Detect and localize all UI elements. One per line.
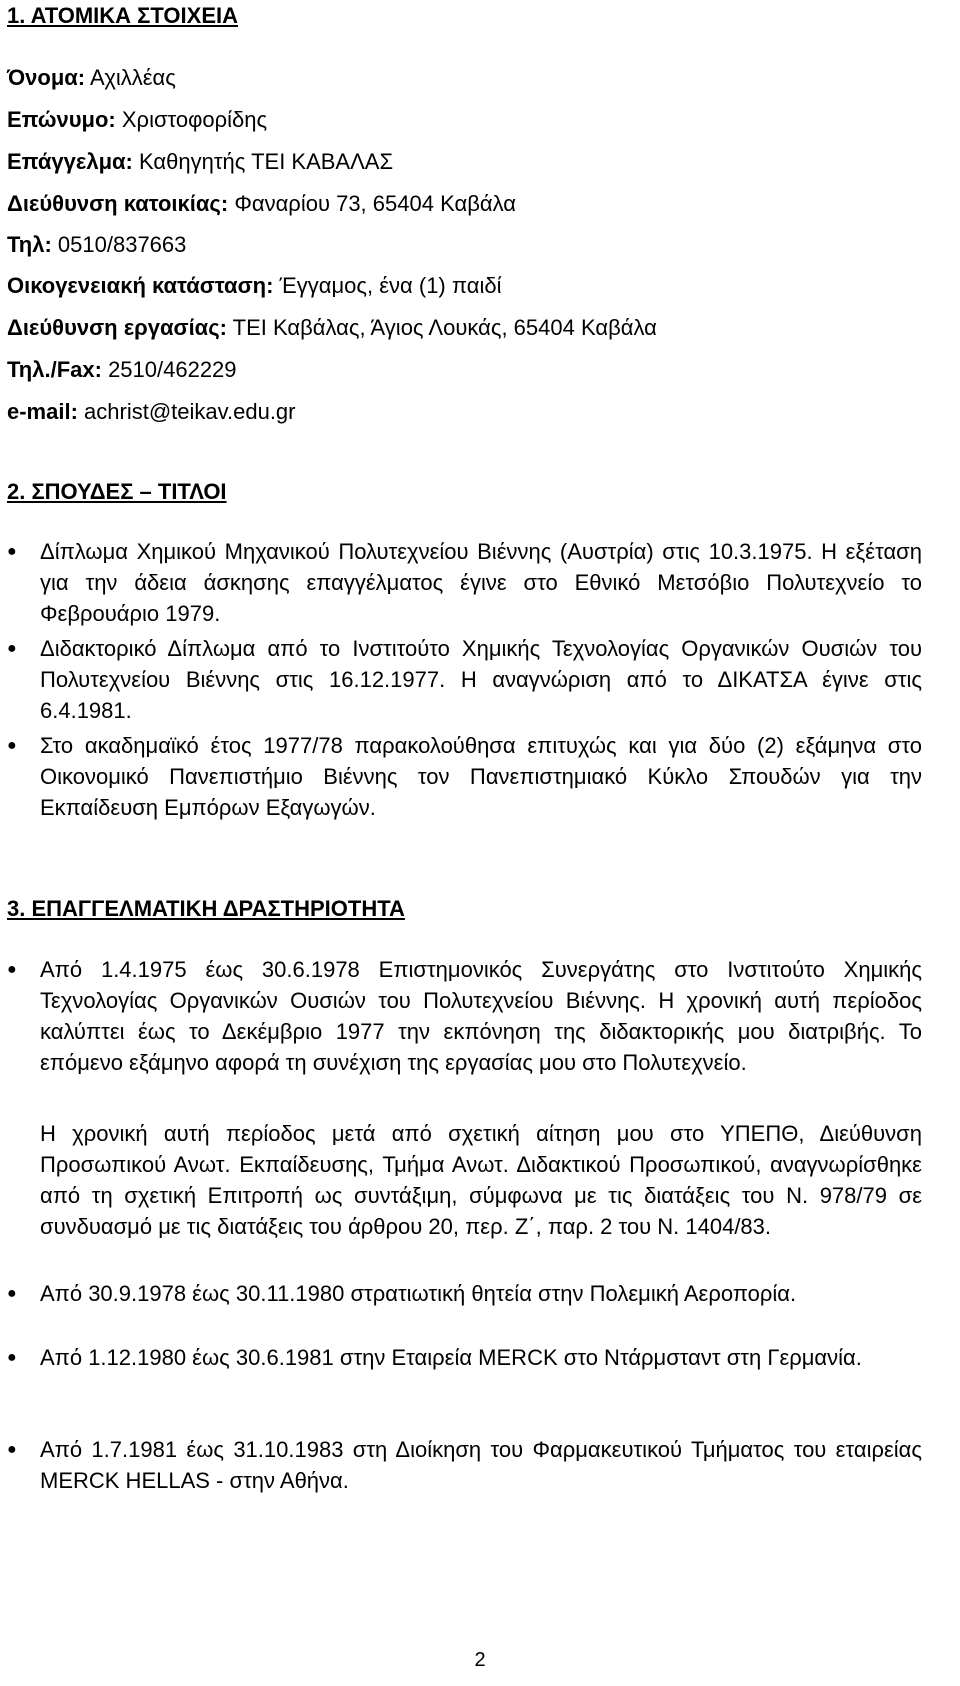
list-item-text: Στο ακαδημαϊκό έτος 1977/78 παρακολούθησα επιτυχώς και για δύο (2) εξάμηνα στο Οικονομικό Πανεπιστήμιο Βιέννης τον Πανεπιστημιακό Κύκλο Σπουδών για την Εκπαίδευση Εμπόρων Εξαγωγών. [40,733,922,820]
section1-heading: 1. ΑΤΟΜΙΚΑ ΣΤΟΙΧΕΙΑ [7,3,238,28]
page-number: 2 [474,1649,486,1671]
field-home-address [7,188,516,219]
field-label: Επάγγελμα: [7,149,133,174]
list-item-text: Διδακτορικό Δίπλωμα από το Ινστιτούτο Χημικής Τεχνολογίας Οργανικών Ουσιών του Πολυτεχνείου Βιέννης στις 16.12.1977. Η αναγνώριση από το ΔΙΚΑΤΣΑ έγινε στις 6.4.1981. [40,636,922,723]
field-value: Αχιλλέας [85,65,176,90]
list-item [7,536,922,629]
field-label: Οικογενειακή κατάσταση: [7,273,274,298]
field-value: Καθηγητής ΤΕΙ ΚΑΒΑΛΑΣ [132,149,394,174]
section2-heading: 2. ΣΠΟΥΔΕΣ – ΤΙΤΛΟΙ [7,479,227,504]
field-label: Όνομα: [7,65,86,90]
bullet-icon: ● [7,737,17,754]
field-label: Διεύθυνση κατοικίας: [7,191,229,216]
list-item-text: Από 1.12.1980 έως 30.6.1981 στην Εταιρεία MERCK στο Ντάρμσταντ στη Γερμανία. [40,1345,862,1370]
paragraph: Η χρονική αυτή περίοδος μετά από σχετική αίτηση μου στο ΥΠΕΠΘ, Διεύθυνση Προσωπικού Ανωτ. Εκπαίδευσης, Τμήμα Ανωτ. Διδακτικού Προσωπικού, αναγνωρίσθηκε από τη σχετική Επιτροπή ως συντάξιμη, σύμφωνα με τις διατάξεις του Ν. 978/79 σε συνδυασμό με τις διατάξεις του άρθρου 20, περ. Ζ΄, παρ. 2 του Ν. 1404/83. [40,1121,922,1239]
field-email [7,396,296,427]
list-item-text: Από 30.9.1978 έως 30.11.1980 στρατιωτική θητεία στην Πολεμική Αεροπορία. [40,1281,797,1306]
field-label: Επώνυμο: [7,107,116,132]
field-value: 2510/462229 [101,357,237,382]
field-value: Χριστοφορίδης [115,107,268,132]
section3-heading: 3. ΕΠΑΓΓΕΛΜΑΤΙΚΗ ΔΡΑΣΤΗΡΙΟΤΗΤΑ [7,896,405,921]
field-work-address [7,312,657,343]
list-item [7,730,922,823]
field-surname [7,104,267,135]
field-value: Έγγαμος, ένα (1) παιδί [273,273,502,298]
bullet-icon: ● [7,640,17,657]
list-item-text: Από 1.7.1981 έως 31.10.1983 στη Διοίκηση του Φαρμακευτικού Τμήματος του εταιρείας MERCK HELLAS - στην Αθήνα. [40,1437,922,1493]
bullet-icon: ● [7,543,17,560]
bullet-icon: ● [7,1349,17,1366]
field-profession [7,146,393,177]
list-item [7,1434,922,1496]
field-value: Φαναρίου 73, 65404 Καβάλα [228,191,516,216]
field-name [7,62,176,93]
field-phone-fax [7,354,237,385]
field-value: ΤΕΙ Καβάλας, Άγιος Λουκάς, 65404 Καβάλα [226,315,657,340]
field-marital-status [7,270,501,301]
list-item [7,1278,922,1309]
list-item [7,1342,922,1373]
bullet-icon: ● [7,1441,17,1458]
field-label: Τηλ: [7,232,52,257]
field-label: Διεύθυνση εργασίας: [7,315,227,340]
list-item [7,954,922,1078]
field-label: Τηλ./Fax: [7,357,102,382]
bullet-icon: ● [7,1285,17,1302]
list-item-text: Δίπλωμα Χημικού Μηχανικού Πολυτεχνείου Βιέννης (Αυστρία) στις 10.3.1975. Η εξέταση για την άδεια άσκησης επαγγέλματος έγινε στο Εθνικό Μετσόβιο Πολυτεχνείο το Φεβρουάριο 1979. [40,539,922,626]
field-value: achrist@teikav.edu.gr [77,399,296,424]
list-item-text: Από 1.4.1975 έως 30.6.1978 Επιστημονικός Συνεργάτης στο Ινστιτούτο Χημικής Τεχνολογίας Οργανικών Ουσιών του Πολυτεχνείου Βιέννης. Η χρονική αυτή περίοδος καλύπτει έως το Δεκέμβριο 1977 την εκπόνηση της διδακτορικής μου διατριβής. Το επόμενο εξάμηνο αφορά τη συνέχιση της εργασίας μου στο Πολυτεχνείο. [40,957,922,1075]
field-value: 0510/837663 [51,232,187,257]
bullet-icon: ● [7,961,17,978]
field-phone [7,229,186,260]
list-item [7,633,922,726]
field-label: e-mail: [7,399,78,424]
